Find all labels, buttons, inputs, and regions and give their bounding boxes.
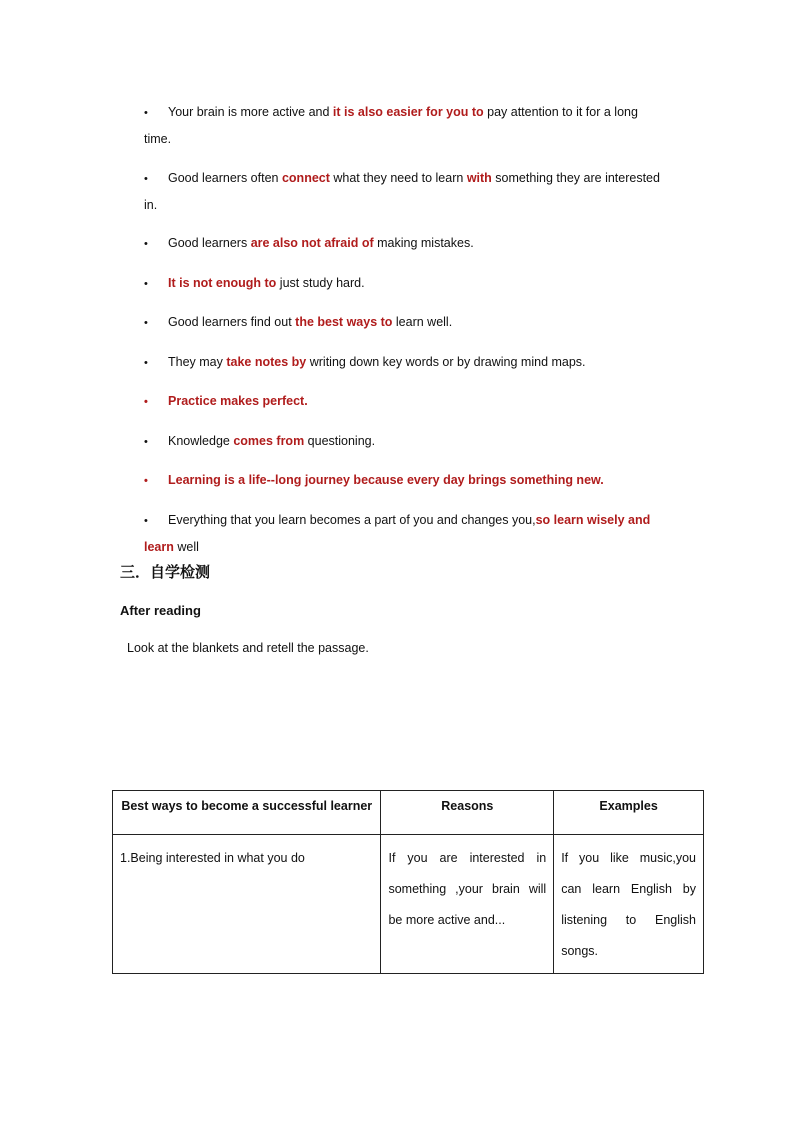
bullet-dot-icon: •	[144, 396, 148, 408]
section-title: 三．自学检测	[120, 564, 211, 581]
header-reasons: Reasons	[381, 791, 554, 835]
text-run: They may	[168, 354, 227, 369]
list-item	[144, 230, 664, 257]
text-run: questioning.	[304, 433, 376, 448]
highlighted-phrase: It is not enough to	[168, 275, 277, 290]
text-run: Everything that you learn becomes a part of you and changes you,	[168, 512, 536, 527]
text-run: learn well.	[392, 315, 453, 329]
list-item	[144, 507, 664, 560]
list-item	[144, 270, 664, 297]
text-run: something they are interested in.	[144, 170, 660, 212]
text-run: Good learners	[168, 236, 251, 250]
bullet-dot-icon: •	[144, 435, 148, 448]
retell-table	[112, 790, 704, 974]
text-run: writing down key words or by drawing mind maps.	[306, 354, 586, 369]
text-run: what they need to learn	[329, 170, 467, 185]
highlighted-phrase: it is also easier for you to	[332, 105, 484, 119]
highlighted-phrase: the best ways to	[295, 315, 393, 329]
bullet-list	[144, 99, 664, 572]
list-item	[144, 309, 664, 336]
highlighted-phrase: so learn wisely and learn	[144, 512, 651, 554]
highlighted-phrase: Learning is a life--long journey because every day brings something new.	[168, 473, 604, 487]
bullet-dot-icon: •	[144, 172, 148, 185]
bullet-dot-icon: •	[144, 277, 148, 290]
cell-example: If you like music,you can learn English by listening to English songs.	[554, 835, 704, 974]
bullet-dot-icon: •	[144, 317, 148, 329]
text-run: Good learners find out	[168, 315, 296, 329]
list-item	[144, 349, 664, 376]
text-run: pay attention to it for a long time.	[144, 105, 638, 146]
list-item	[144, 165, 664, 218]
bullet-dot-icon: •	[144, 107, 148, 119]
highlighted-phrase: are also not afraid of	[250, 236, 374, 250]
table-header-row	[113, 791, 704, 835]
cell-way: 1.Being interested in what you do	[113, 835, 381, 974]
text-run: Your brain is more active and	[168, 105, 333, 119]
text-run: making mistakes.	[373, 236, 474, 250]
bullet-dot-icon: •	[144, 356, 148, 369]
text-run: just study hard.	[276, 275, 365, 290]
list-item	[144, 99, 664, 152]
table-row	[113, 835, 704, 974]
highlighted-phrase: with	[466, 170, 492, 185]
text-run: Good learners often	[168, 170, 282, 185]
instruction-text: Look at the blankets and retell the passage.	[127, 641, 369, 655]
highlighted-phrase: take notes by	[226, 354, 307, 369]
highlighted-phrase: comes from	[233, 433, 305, 448]
highlighted-phrase: Practice makes perfect.	[168, 394, 308, 408]
text-run: Knowledge	[168, 433, 234, 448]
header-examples: Examples	[554, 791, 704, 835]
bullet-dot-icon: •	[144, 238, 148, 250]
list-item	[144, 467, 664, 494]
after-reading-heading: After reading	[120, 603, 201, 618]
list-item	[144, 388, 664, 415]
bullet-dot-icon: •	[144, 514, 148, 527]
highlighted-phrase: connect	[281, 170, 330, 185]
cell-reason: If you are interested in something ,your brain will be more active and...	[381, 835, 554, 974]
header-ways: Best ways to become a successful learner	[113, 791, 381, 835]
text-run: well	[173, 539, 199, 554]
list-item	[144, 428, 664, 455]
bullet-dot-icon: •	[144, 475, 148, 487]
